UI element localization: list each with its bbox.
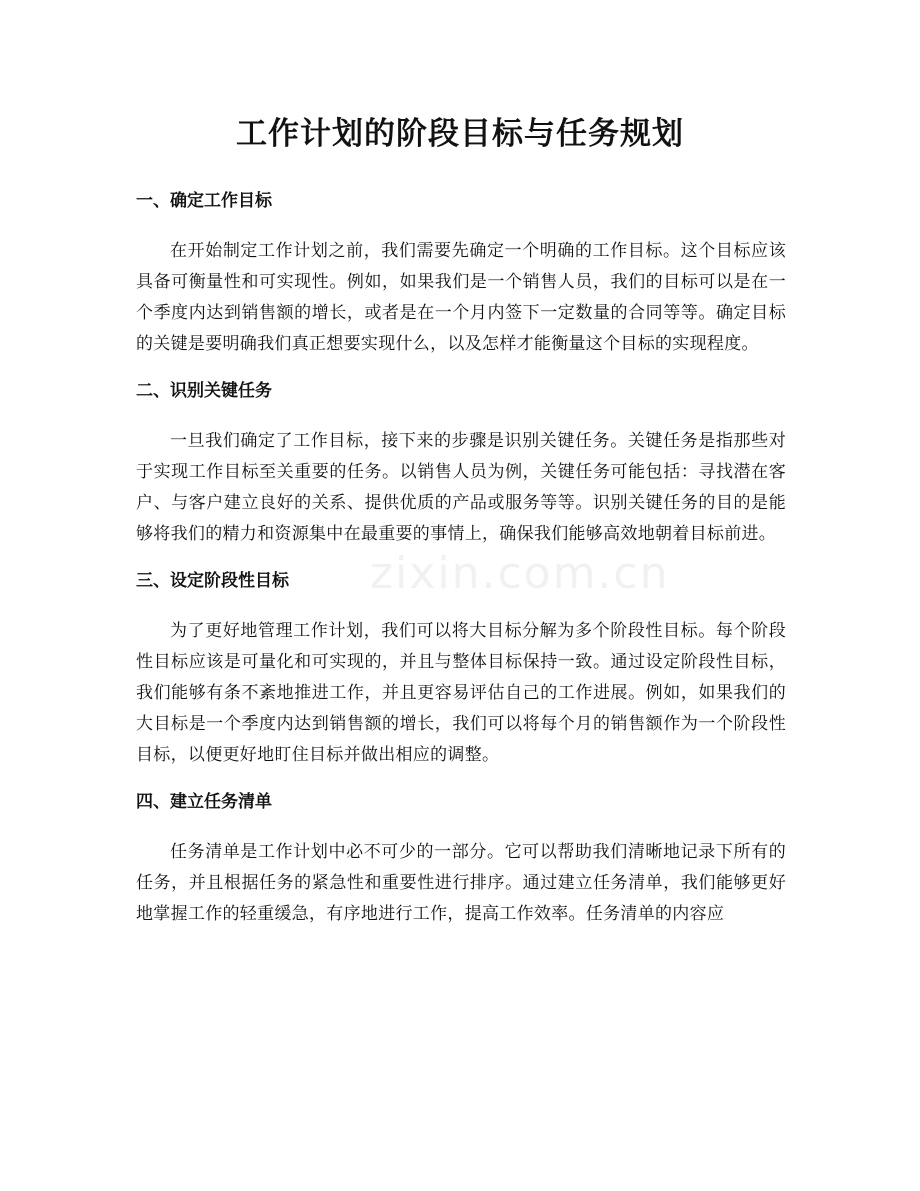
section-4 bbox=[136, 787, 786, 930]
section-2 bbox=[136, 376, 786, 550]
section-heading: 一、确定工作目标 bbox=[136, 191, 272, 211]
section-paragraph: 在开始制定工作计划之前，我们需要先确定一个明确的工作目标。这个目标应该具备可衡量性和可实现性。例如，如果我们是一个销售人员，我们的目标可以是在一个季度内达到销售额的增长，或者是在一个月内签下一定数量的合同等等。确定目标的关键是要明确我们真正想要实现什么，以及怎样才能衡量这个目标的实现程度。 bbox=[136, 241, 786, 354]
section-paragraph: 一旦我们确定了工作目标，接下来的步骤是识别关键任务。关键任务是指那些对于实现工作目标至关重要的任务。以销售人员为例，关键任务可能包括：寻找潜在客户、与客户建立良好的关系、提供优质的产品或服务等等。识别关键任务的目的是能够将我们的精力和资源集中在最重要的事情上，确保我们能够高效地朝着目标前进。 bbox=[136, 431, 786, 544]
section-paragraph: 为了更好地管理工作计划，我们可以将大目标分解为多个阶段性目标。每个阶段性目标应该是可量化和可实现的，并且与整体目标保持一致。通过设定阶段性目标，我们能够有条不紊地推进工作，并且更容易评估自己的工作进展。例如，如果我们的大目标是一个季度内达到销售额的增长，我们可以将每个月的销售额作为一个阶段性目标，以便更好地盯住目标并做出相应的调整。 bbox=[136, 621, 786, 765]
section-1 bbox=[136, 186, 786, 360]
section-heading: 三、设定阶段性目标 bbox=[136, 571, 289, 591]
section-paragraph: 任务清单是工作计划中必不可少的一部分。它可以帮助我们清晰地记录下所有的任务，并且根据任务的紧急性和重要性进行排序。通过建立任务清单，我们能够更好地掌握工作的轻重缓急，有序地进行工作，提高工作效率。任务清单的内容应 bbox=[136, 842, 786, 924]
section-heading: 二、识别关键任务 bbox=[136, 381, 272, 401]
section-3 bbox=[136, 566, 786, 771]
watermark: zixin.com.cn bbox=[370, 548, 670, 599]
page-title: 工作计划的阶段目标与任务规划 bbox=[236, 116, 684, 152]
section-heading: 四、建立任务清单 bbox=[136, 792, 272, 812]
document-body bbox=[136, 186, 786, 946]
